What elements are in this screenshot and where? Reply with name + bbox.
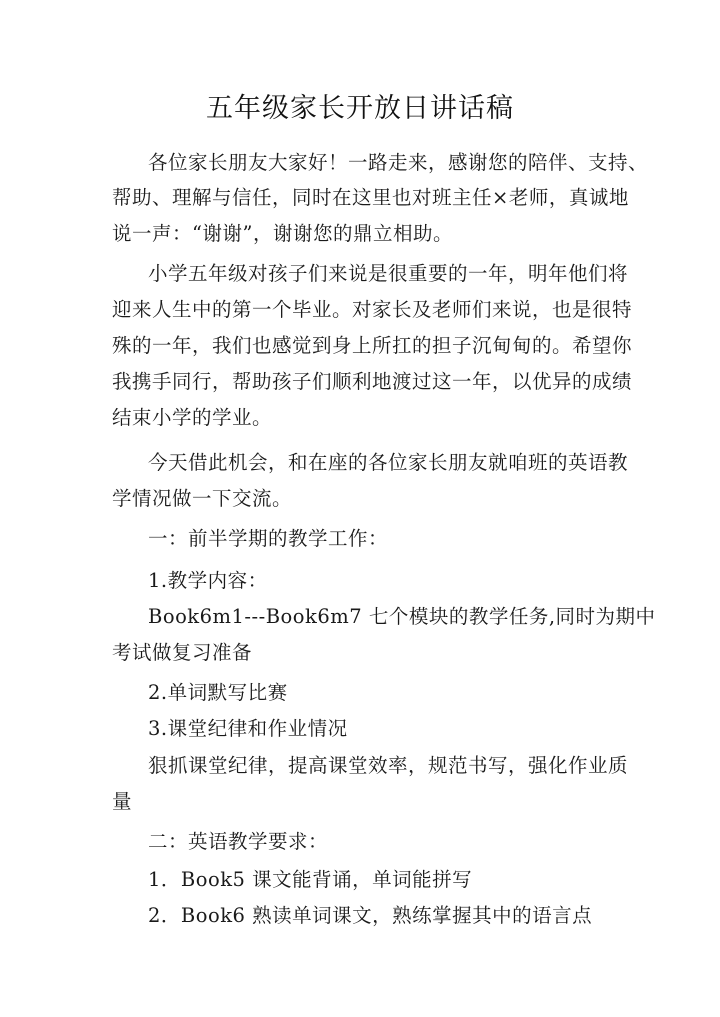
paragraph-line: 殊的一年，我们也感觉到身上所扛的担子沉甸甸的。希望你 [112,334,633,357]
paragraph-line: 结束小学的学业。 [112,406,273,429]
paragraph-line: 狠抓课堂纪律，提高课堂效率，规范书写，强化作业质 [148,754,629,777]
subheading: 2.单词默写比赛 [148,681,288,704]
paragraph-line: 说一声：“谢谢”，谢谢您的鼎立相助。 [112,222,453,245]
paragraph-line: 量 [112,790,133,813]
subheading: 3.课堂纪律和作业情况 [148,717,348,740]
paragraph-line: 迎来人生中的第一个毕业。对家长及老师们来说，也是很特 [112,298,633,321]
paragraph-line: 我携手同行，帮助孩子们顺利地渡过这一年，以优异的成绩 [112,370,633,393]
subheading: 1.教学内容： [148,569,268,592]
paragraph-line: 学情况做一下交流。 [112,487,293,510]
list-item: 2．Book6 熟读单词课文，熟练掌握其中的语言点 [148,904,593,927]
section-heading: 二：英语教学要求： [148,830,329,853]
list-item: 1．Book5 课文能背诵，单词能拼写 [148,868,473,891]
paragraph-line: 各位家长朋友大家好！一路走来，感谢您的陪伴、支持、 [148,151,649,174]
section-heading: 一：前半学期的教学工作： [148,527,389,550]
document-title: 五年级家长开放日讲话稿 [206,93,514,124]
paragraph-line: 今天借此机会，和在座的各位家长朋友就咱班的英语教 [148,451,629,474]
paragraph-line: 帮助、理解与信任，同时在这里也对班主任×老师，真诚地 [112,186,629,209]
paragraph-line: 小学五年级对孩子们来说是很重要的一年，明年他们将 [148,262,629,285]
paragraph-line: Book6m1---Book6m7 七个模块的教学任务,同时为期中 [148,605,656,628]
paragraph-line: 考试做复习准备 [112,641,253,664]
